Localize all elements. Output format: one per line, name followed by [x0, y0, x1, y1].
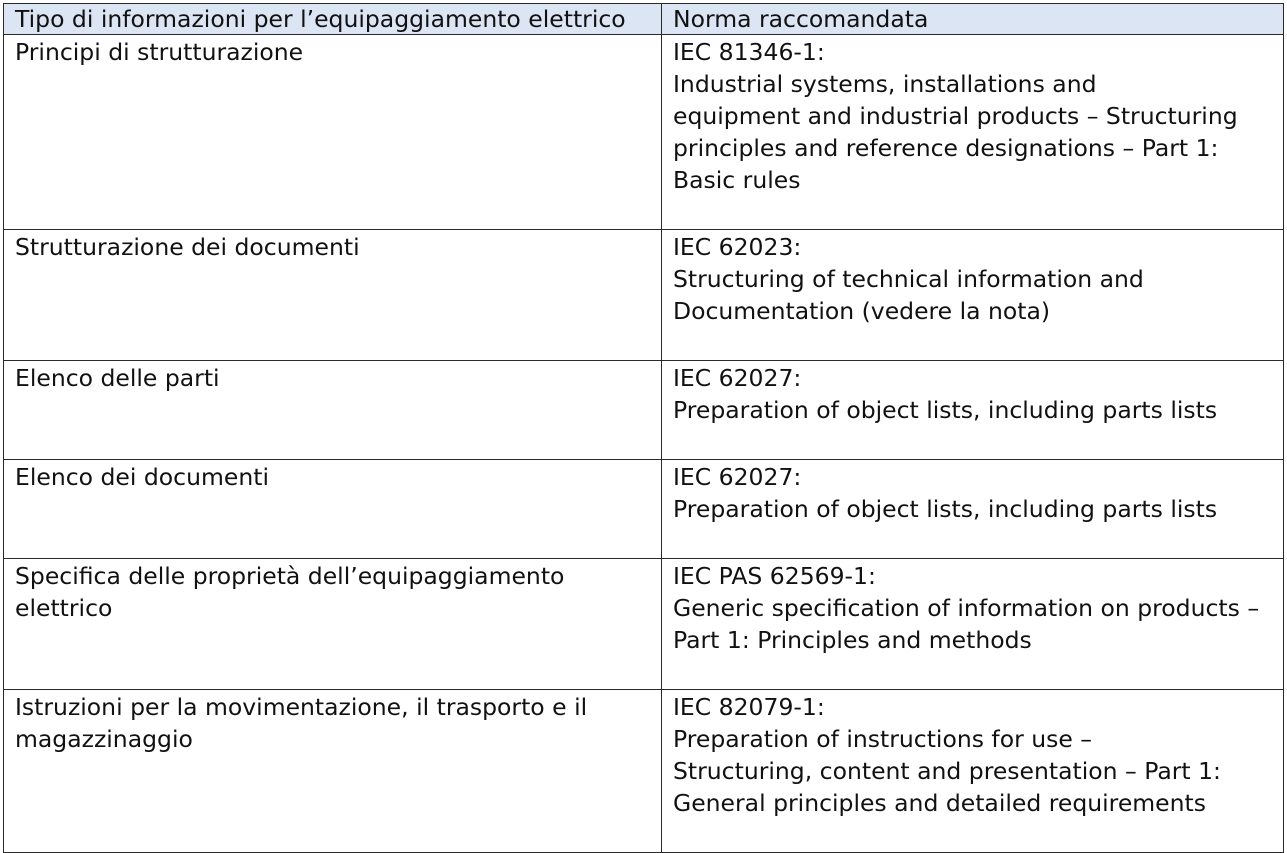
table-row — [4, 690, 1284, 853]
standard-code: IEC 82079-1: — [673, 693, 825, 721]
standard-cell — [662, 35, 1284, 230]
table-row — [4, 230, 1284, 361]
standard-title: Industrial systems, installations and equipment and industrial products – Structuring principles and reference designations – Part 1: Basic rules — [673, 70, 1238, 194]
standard-code: IEC PAS 62569-1: — [673, 562, 876, 590]
standards-table — [3, 3, 1284, 853]
standard-title: Structuring of technical information and Documentation (vedere la nota) — [673, 265, 1144, 325]
info-type-cell: Istruzioni per la movimentazione, il trasporto e il magazzinaggio — [4, 690, 662, 853]
info-type-cell: Principi di strutturazione — [4, 35, 662, 230]
header-standard: Norma raccomandata — [662, 4, 1284, 35]
standard-cell — [662, 559, 1284, 690]
info-type-cell: Elenco delle parti — [4, 361, 662, 460]
standard-code: IEC 81346-1: — [673, 38, 825, 66]
standard-cell — [662, 361, 1284, 460]
standard-title: Preparation of object lists, including parts lists — [673, 396, 1218, 424]
standard-title: Preparation of object lists, including parts lists — [673, 495, 1218, 523]
info-type-cell: Specifica delle proprietà dell’equipaggiamento elettrico — [4, 559, 662, 690]
info-type-cell: Strutturazione dei documenti — [4, 230, 662, 361]
info-type-cell: Elenco dei documenti — [4, 460, 662, 559]
table-row — [4, 35, 1284, 230]
standard-cell — [662, 690, 1284, 853]
standard-cell — [662, 460, 1284, 559]
standard-code: IEC 62023: — [673, 233, 802, 261]
standard-code: IEC 62027: — [673, 364, 802, 392]
table-header-row — [4, 4, 1284, 35]
table-row — [4, 460, 1284, 559]
standard-code: IEC 62027: — [673, 463, 802, 491]
standard-cell — [662, 230, 1284, 361]
table-row — [4, 361, 1284, 460]
standard-title: Preparation of instructions for use – Structuring, content and presentation – Part 1: General principles and detailed requirements — [673, 725, 1221, 817]
table-row — [4, 559, 1284, 690]
header-info-type: Tipo di informazioni per l’equipaggiamento elettrico — [4, 4, 662, 35]
standard-title: Generic specification of information on products – Part 1: Principles and methods — [673, 594, 1260, 654]
